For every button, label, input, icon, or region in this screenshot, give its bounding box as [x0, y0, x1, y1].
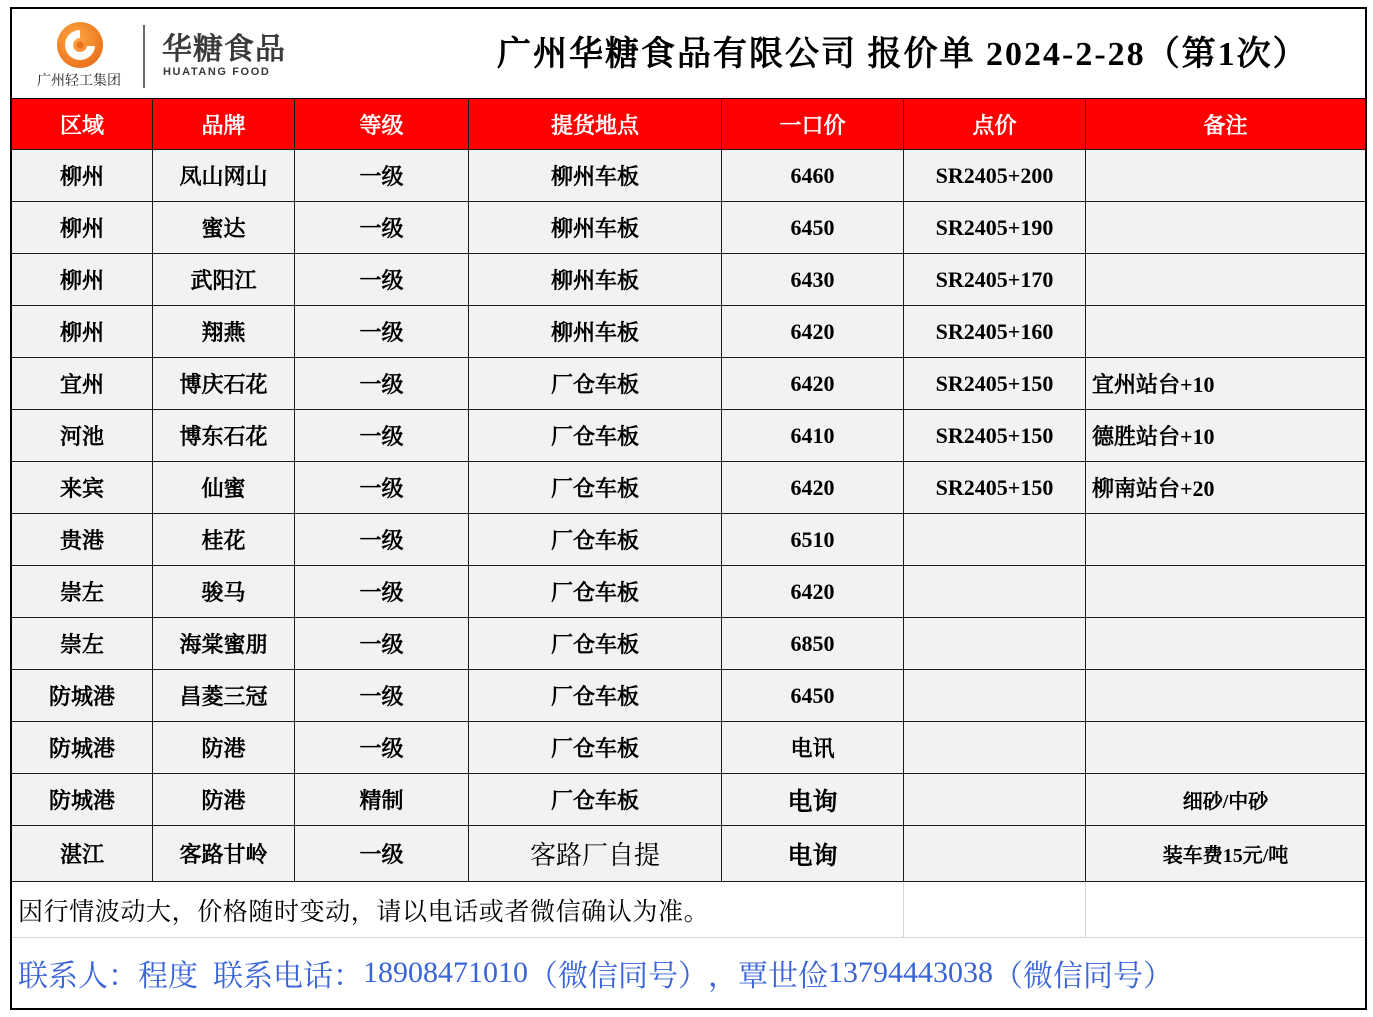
table-row — [12, 774, 1365, 826]
wechat-same-number-note: （微信同号） — [528, 960, 708, 993]
logo-group-name: 广州轻工集团 — [37, 72, 121, 88]
pickup-location-cell: 柳州车板 — [469, 254, 722, 306]
grade-cell: 一级 — [295, 514, 469, 566]
grade-cell: 一级 — [295, 358, 469, 410]
contact-phone-label: 联系电话： — [213, 960, 363, 993]
remark-cell: 柳南站台+20 — [1086, 462, 1365, 514]
region-cell: 贵港 — [12, 514, 153, 566]
region-cell: 柳州 — [12, 202, 153, 254]
remark-cell — [1086, 306, 1365, 358]
brand-cell: 博庆石花 — [153, 358, 295, 410]
pickup-location-cell: 厂仓车板 — [469, 722, 722, 774]
brand-cell: 凤山网山 — [153, 150, 295, 202]
grade-cell: 一级 — [295, 618, 469, 670]
remark-cell — [1086, 670, 1365, 722]
grade-cell: 一级 — [295, 826, 469, 882]
brand-cell: 海棠蜜朋 — [153, 618, 295, 670]
basis-price-cell — [904, 774, 1086, 826]
pickup-location-cell: 厂仓车板 — [469, 410, 722, 462]
basis-price-cell: SR2405+150 — [904, 410, 1086, 462]
flat-price-cell: 6460 — [722, 150, 904, 202]
remark-cell: 宜州站台+10 — [1086, 358, 1365, 410]
basis-price-cell — [904, 670, 1086, 722]
basis-price-cell: SR2405+170 — [904, 254, 1086, 306]
disclaimer-note: 因行情波动大，价格随时变动，请以电话或者微信确认为准。 — [12, 882, 904, 938]
basis-price-cell — [904, 722, 1086, 774]
basis-price-cell — [904, 566, 1086, 618]
region-cell: 宜州 — [12, 358, 153, 410]
remark-cell — [1086, 566, 1365, 618]
table-row — [12, 254, 1365, 306]
pickup-location-cell: 厂仓车板 — [469, 358, 722, 410]
flat-price-cell: 6510 — [722, 514, 904, 566]
table-row — [12, 202, 1365, 254]
grade-cell: 一级 — [295, 410, 469, 462]
contact-phone-number: 18908471010 — [363, 956, 528, 989]
remark-cell: 细砂/中砂 — [1086, 774, 1365, 826]
table-row — [12, 306, 1365, 358]
grade-cell: 一级 — [295, 566, 469, 618]
contact-separator: ， — [708, 960, 738, 993]
basis-price-cell: SR2405+160 — [904, 306, 1086, 358]
flat-price-cell: 6420 — [722, 306, 904, 358]
wechat-same-number-note: （微信同号） — [993, 960, 1173, 993]
pickup-location-cell: 客路厂自提 — [469, 826, 722, 882]
sheet-header — [12, 9, 1365, 98]
region-cell: 防城港 — [12, 670, 153, 722]
brand-cell: 仙蜜 — [153, 462, 295, 514]
flat-price-cell: 6450 — [722, 670, 904, 722]
basis-price-cell: SR2405+150 — [904, 358, 1086, 410]
basis-price-cell: SR2405+150 — [904, 462, 1086, 514]
remark-cell: 装车费15元/吨 — [1086, 826, 1365, 882]
page-title: 广州华糖食品有限公司 报价单 2024-2-28（第1次） — [497, 36, 1309, 73]
region-cell: 崇左 — [12, 566, 153, 618]
remark-cell: 德胜站台+10 — [1086, 410, 1365, 462]
contact-info — [12, 938, 1365, 1008]
flat-price-cell: 电询 — [722, 826, 904, 882]
logo-brand-name: 华糖食品 — [162, 33, 286, 66]
brand-cell: 防港 — [153, 722, 295, 774]
table-row — [12, 566, 1365, 618]
remark-cell — [1086, 254, 1365, 306]
empty-cell — [1086, 882, 1365, 938]
basis-price-cell — [904, 826, 1086, 882]
brand-cell: 昌菱三冠 — [153, 670, 295, 722]
table-row — [12, 410, 1365, 462]
remark-cell — [1086, 722, 1365, 774]
brand-cell: 翔燕 — [153, 306, 295, 358]
basis-price-cell: SR2405+200 — [904, 150, 1086, 202]
pickup-location-cell: 厂仓车板 — [469, 566, 722, 618]
brand-cell: 武阳江 — [153, 254, 295, 306]
logo-brand-english: HUATANG FOOD — [163, 66, 271, 78]
grade-cell: 一级 — [295, 722, 469, 774]
flat-price-cell: 电询 — [722, 774, 904, 826]
second-contact-name: 覃世俭 — [738, 960, 828, 993]
grade-cell: 精制 — [295, 774, 469, 826]
brand-cell: 骏马 — [153, 566, 295, 618]
brand-cell: 防港 — [153, 774, 295, 826]
pickup-location-cell: 厂仓车板 — [469, 670, 722, 722]
region-cell: 柳州 — [12, 254, 153, 306]
table-row — [12, 358, 1365, 410]
flat-price-cell: 6430 — [722, 254, 904, 306]
column-header-brand: 品牌 — [153, 99, 295, 150]
table-row — [12, 722, 1365, 774]
table-row — [12, 618, 1365, 670]
column-header-pickup-location: 提货地点 — [469, 99, 722, 150]
table-row — [12, 462, 1365, 514]
empty-cell — [904, 882, 1086, 938]
pickup-location-cell: 柳州车板 — [469, 202, 722, 254]
orange-swirl-logo-icon — [56, 21, 104, 69]
pickup-location-cell: 厂仓车板 — [469, 462, 722, 514]
column-header-remark: 备注 — [1086, 99, 1365, 150]
brand-cell: 客路甘岭 — [153, 826, 295, 882]
contact-person-label: 联系人： — [18, 960, 138, 993]
grade-cell: 一级 — [295, 150, 469, 202]
grade-cell: 一级 — [295, 670, 469, 722]
pickup-location-cell: 厂仓车板 — [469, 514, 722, 566]
region-cell: 河池 — [12, 410, 153, 462]
region-cell: 来宾 — [12, 462, 153, 514]
region-cell: 崇左 — [12, 618, 153, 670]
basis-price-cell — [904, 514, 1086, 566]
remark-cell — [1086, 202, 1365, 254]
region-cell: 防城港 — [12, 722, 153, 774]
region-cell: 柳州 — [12, 150, 153, 202]
price-sheet — [10, 7, 1367, 1010]
second-contact-phone-number: 13794443038 — [828, 956, 993, 989]
flat-price-cell: 6850 — [722, 618, 904, 670]
remark-cell — [1086, 618, 1365, 670]
grade-cell: 一级 — [295, 202, 469, 254]
pickup-location-cell: 厂仓车板 — [469, 774, 722, 826]
brand-cell: 博东石花 — [153, 410, 295, 462]
table-body — [12, 150, 1365, 882]
region-cell: 湛江 — [12, 826, 153, 882]
logo-divider — [143, 25, 145, 88]
flat-price-cell: 6410 — [722, 410, 904, 462]
grade-cell: 一级 — [295, 462, 469, 514]
region-cell: 防城港 — [12, 774, 153, 826]
column-header-grade: 等级 — [295, 99, 469, 150]
table-row — [12, 150, 1365, 202]
disclaimer-row — [12, 882, 1365, 938]
table-row — [12, 826, 1365, 882]
brand-cell: 桂花 — [153, 514, 295, 566]
grade-cell: 一级 — [295, 254, 469, 306]
remark-cell — [1086, 514, 1365, 566]
contact-row — [12, 938, 1365, 1008]
table-row — [12, 670, 1365, 722]
table-row — [12, 514, 1365, 566]
basis-price-cell: SR2405+190 — [904, 202, 1086, 254]
flat-price-cell: 6420 — [722, 566, 904, 618]
pickup-location-cell: 厂仓车板 — [469, 618, 722, 670]
flat-price-cell: 电讯 — [722, 722, 904, 774]
flat-price-cell: 6420 — [722, 462, 904, 514]
remark-cell — [1086, 150, 1365, 202]
column-header-basis-price: 点价 — [904, 99, 1086, 150]
flat-price-cell: 6450 — [722, 202, 904, 254]
basis-price-cell — [904, 618, 1086, 670]
column-header-flat-price: 一口价 — [722, 99, 904, 150]
column-header-region: 区域 — [12, 99, 153, 150]
grade-cell: 一级 — [295, 306, 469, 358]
contact-person-name: 程度 — [138, 960, 198, 993]
pickup-location-cell: 柳州车板 — [469, 150, 722, 202]
flat-price-cell: 6420 — [722, 358, 904, 410]
pickup-location-cell: 柳州车板 — [469, 306, 722, 358]
table-header-row — [12, 98, 1365, 150]
region-cell: 柳州 — [12, 306, 153, 358]
brand-cell: 蜜达 — [153, 202, 295, 254]
